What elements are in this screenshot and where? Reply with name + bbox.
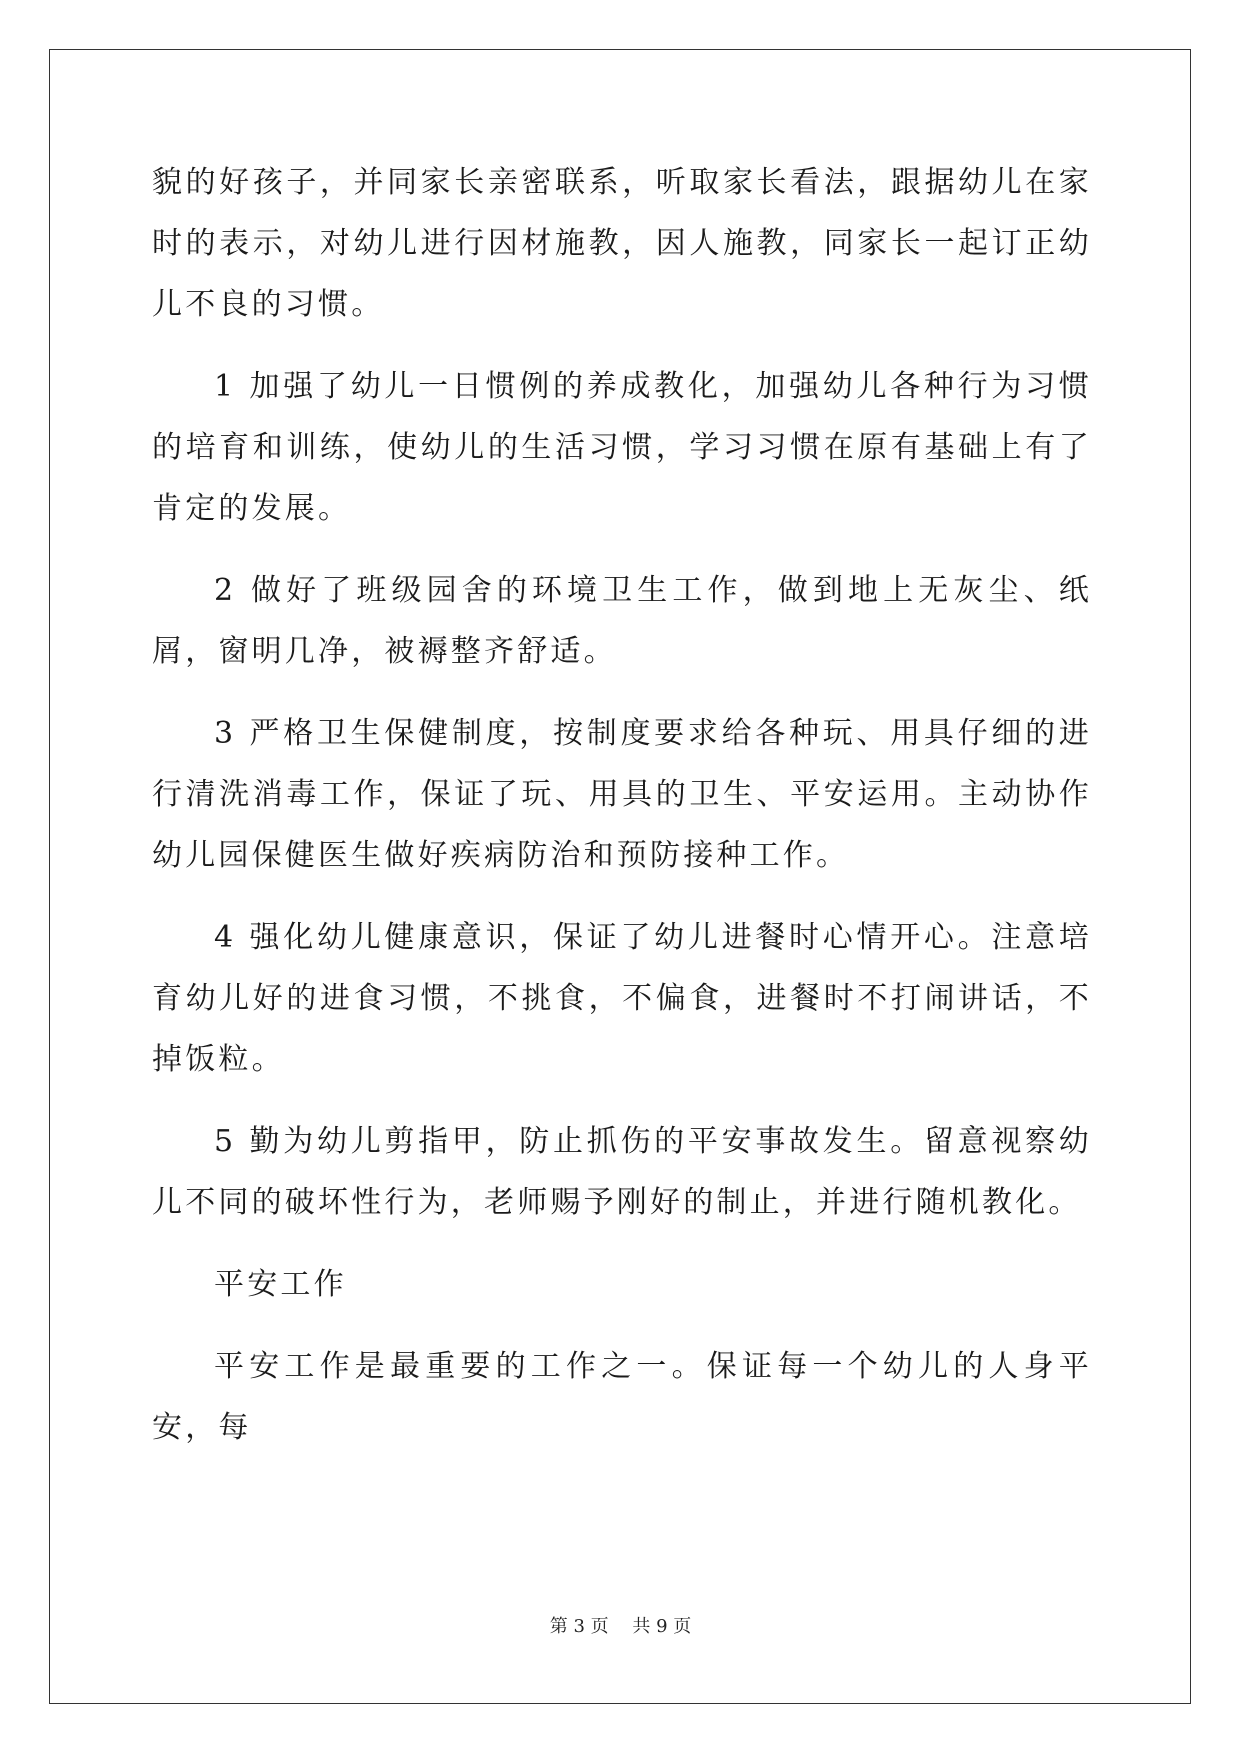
paragraph-safety: 平安工作是最重要的工作之一。保证每一个幼儿的人身平安，每 [152, 1349, 1092, 1445]
paragraph-item-4: 4 强化幼儿健康意识，保证了幼儿进餐时心情开心。注意培育幼儿好的进食习惯，不挑食，不偏食，进餐时不打闹讲话，不掉饭粒。 [152, 920, 1092, 1077]
paragraph-continued: 貌的好孩子，并同家长亲密联系，听取家长看法，跟据幼儿在家时的表示，对幼儿进行因材施教，因人施教，同家长一起订正幼儿不良的习惯。 [152, 165, 1092, 322]
page-number: 第 3 页 [549, 1616, 609, 1637]
paragraph-item-5: 5 勤为幼儿剪指甲，防止抓伤的平安事故发生。留意视察幼儿不同的破坏性行为，老师赐予刚好的制止，并进行随机教化。 [152, 1124, 1092, 1220]
paragraph-item-1: 1 加强了幼儿一日惯例的养成教化，加强幼儿各种行为习惯的培育和训练，使幼儿的生活习惯，学习习惯在原有基础上有了肯定的发展。 [152, 369, 1092, 526]
document-body [152, 152, 1092, 1479]
section-heading: 平安工作 [214, 1267, 347, 1302]
paragraph-item-2: 2 做好了班级园舍的环境卫生工作，做到地上无灰尘、纸屑，窗明几净，被褥整齐舒适。 [152, 573, 1092, 669]
paragraph-item-3: 3 严格卫生保健制度，按制度要求给各种玩、用具仔细的进行清洗消毒工作，保证了玩、用具的卫生、平安运用。主动协作幼儿园保健医生做好疾病防治和预防接种工作。 [152, 716, 1092, 873]
page-total: 共 9 页 [632, 1616, 692, 1637]
page-footer [0, 1612, 1241, 1638]
